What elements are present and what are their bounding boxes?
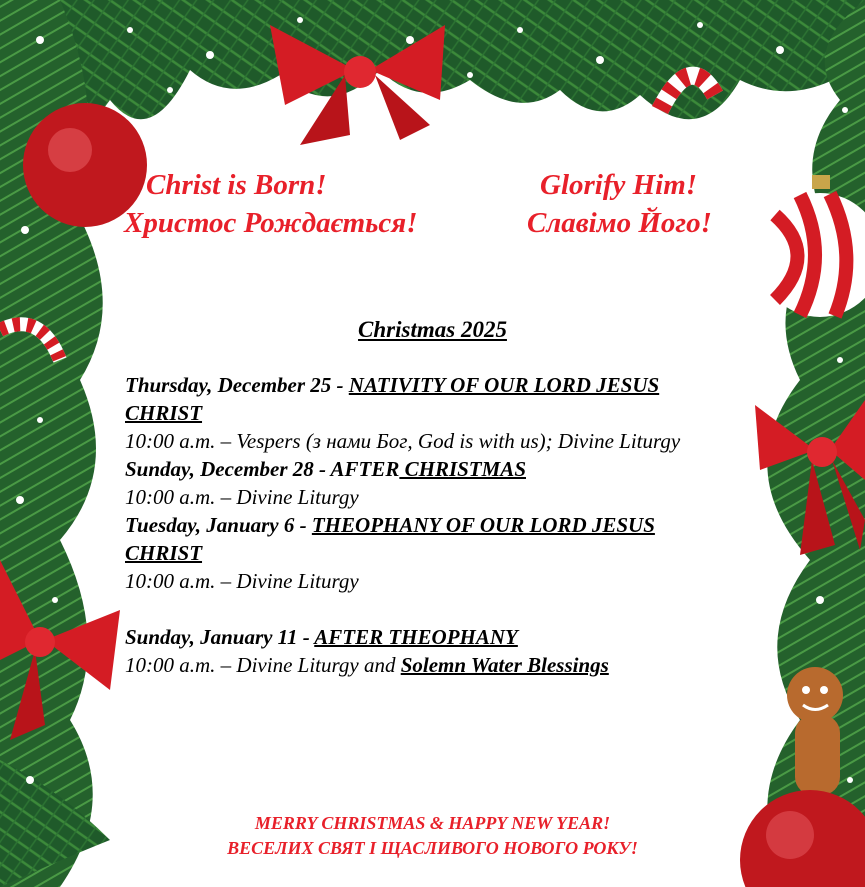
greeting-christ-born-ua: Христос Рождається!	[124, 207, 418, 239]
entry-service	[125, 651, 705, 679]
entry-service: 10:00 a.m. – Vespers (з нами Бог, God is with us); Divine Liturgy	[125, 429, 681, 453]
schedule-entry	[125, 455, 705, 483]
entry-service: 10:00 a.m. – Divine Liturgy	[125, 569, 359, 593]
greeting-glorify: Glorify Him!	[540, 169, 698, 201]
greeting-christ-born: Christ is Born!	[146, 169, 327, 201]
gingerbread-man	[787, 667, 843, 795]
entry-day: Thursday, December 25 -	[125, 373, 349, 397]
entry-service-text: 10:00 a.m. – Divine Liturgy and	[125, 653, 401, 677]
entry-day: Sunday, December 28 - AFTER	[125, 457, 400, 481]
schedule-entry	[125, 371, 705, 427]
schedule-entry	[125, 623, 705, 651]
entry-feast: THEOPHANY OF OUR LORD JESUS CHRIST	[125, 513, 655, 565]
entry-day: Tuesday, January 6 -	[125, 513, 312, 537]
service-schedule	[125, 371, 705, 679]
entry-service-emphasis: Solemn Water Blessings	[400, 653, 609, 677]
spacer	[125, 595, 705, 623]
entry-service: 10:00 a.m. – Divine Liturgy	[125, 485, 359, 509]
entry-day: Sunday, January 11 -	[125, 625, 315, 649]
footer-greeting-en: MERRY CHRISTMAS & HAPPY NEW YEAR!	[254, 813, 611, 833]
footer-greeting-ua: ВЕСЕЛИХ СВЯТ І ЩАСЛИВОГО НОВОГО РОКУ!	[227, 838, 638, 858]
schedule-title: Christmas 2025	[358, 317, 507, 342]
entry-feast: AFTER THEOPHANY	[314, 625, 518, 649]
greeting-glorify-ua: Славімо Його!	[527, 207, 712, 239]
entry-feast: CHRISTMAS	[399, 457, 526, 481]
schedule-entry	[125, 511, 705, 567]
entry-feast: NATIVITY OF OUR LORD JESUS CHRIST	[125, 373, 660, 425]
